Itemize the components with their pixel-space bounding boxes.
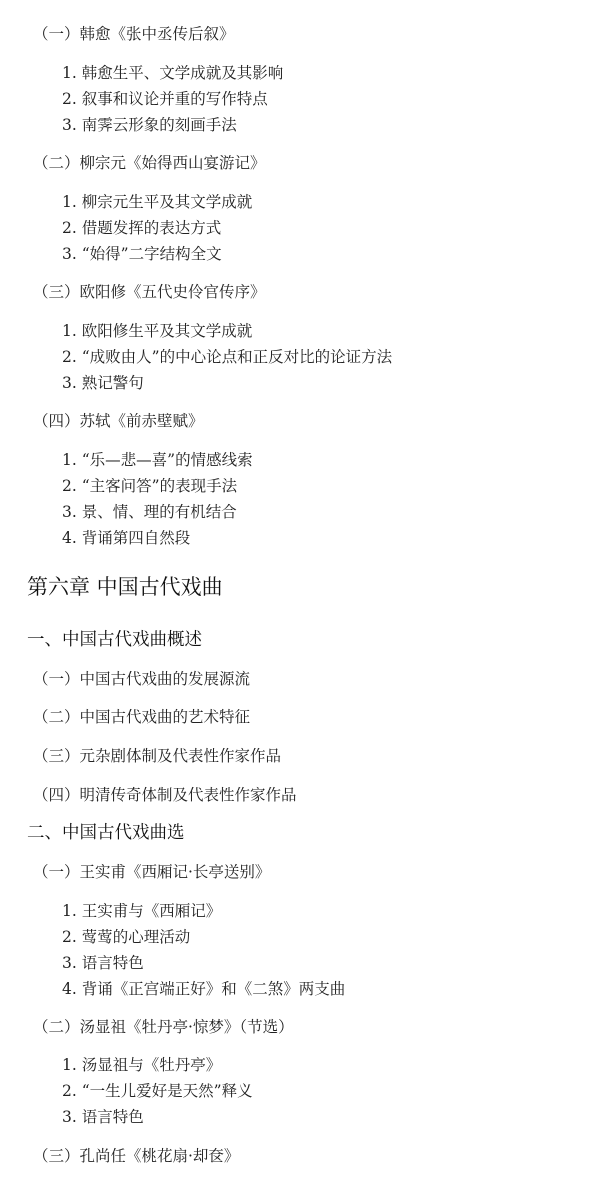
list-item: 1. 王实甫与《西厢记》: [62, 902, 222, 920]
list-item: 1. “乐—悲—喜”的情感线索: [62, 451, 253, 469]
subsection-heading: （二）柳宗元《始得西山宴游记》: [33, 154, 266, 172]
list-item: 2. “一生儿爱好是天然”释义: [62, 1082, 253, 1100]
subsection-heading: （一）王实甫《西厢记·长亭送别》: [33, 863, 271, 881]
subsection-heading: （三）元杂剧体制及代表性作家作品: [33, 747, 282, 765]
list-item: 3. 熟记警句: [62, 374, 144, 392]
list-item: 3. 语言特色: [62, 1108, 144, 1126]
list-item: 3. “始得”二字结构全文: [62, 245, 222, 263]
subsection-heading: （二）中国古代戏曲的艺术特征: [33, 708, 251, 726]
subsection-heading: （一）中国古代戏曲的发展源流: [33, 670, 251, 688]
subsection-heading: （一）韩愈《张中丞传后叙》: [33, 25, 235, 43]
list-item: 3. 南霁云形象的刻画手法: [62, 116, 237, 134]
list-item: 3. 语言特色: [62, 954, 144, 972]
list-item: 3. 景、情、理的有机结合: [62, 503, 237, 521]
list-item: 1. 韩愈生平、文学成就及其影响: [62, 64, 284, 82]
list-item: 4. 背诵第四自然段: [62, 529, 191, 547]
list-item: 2. “主客问答”的表现手法: [62, 477, 238, 495]
subsection-heading: （四）明清传奇体制及代表性作家作品: [33, 786, 297, 804]
subsection-heading: （三）欧阳修《五代史伶官传序》: [33, 283, 266, 301]
list-item: 2. 借题发挥的表达方式: [62, 219, 222, 237]
section-heading: 二、中国古代戏曲选: [27, 823, 185, 843]
chapter-title: 第六章 中国古代戏曲: [27, 575, 223, 599]
subsection-heading: （二）汤显祖《牡丹亭·惊梦》（节选）: [33, 1018, 294, 1036]
list-item: 4. 背诵《正宫端正好》和《二煞》两支曲: [62, 980, 346, 998]
section-heading: 一、中国古代戏曲概述: [27, 630, 202, 650]
list-item: 1. 欧阳修生平及其文学成就: [62, 322, 253, 340]
subsection-heading: （三）孔尚任《桃花扇·却奁》: [33, 1147, 240, 1165]
list-item: 2. “成败由人”的中心论点和正反对比的论证方法: [62, 348, 393, 366]
list-item: 2. 莺莺的心理活动: [62, 928, 191, 946]
subsection-heading: （四）苏轼《前赤壁赋》: [33, 412, 204, 430]
list-item: 1. 汤显祖与《牡丹亭》: [62, 1056, 222, 1074]
list-item: 2. 叙事和议论并重的写作特点: [62, 90, 268, 108]
list-item: 1. 柳宗元生平及其文学成就: [62, 193, 253, 211]
